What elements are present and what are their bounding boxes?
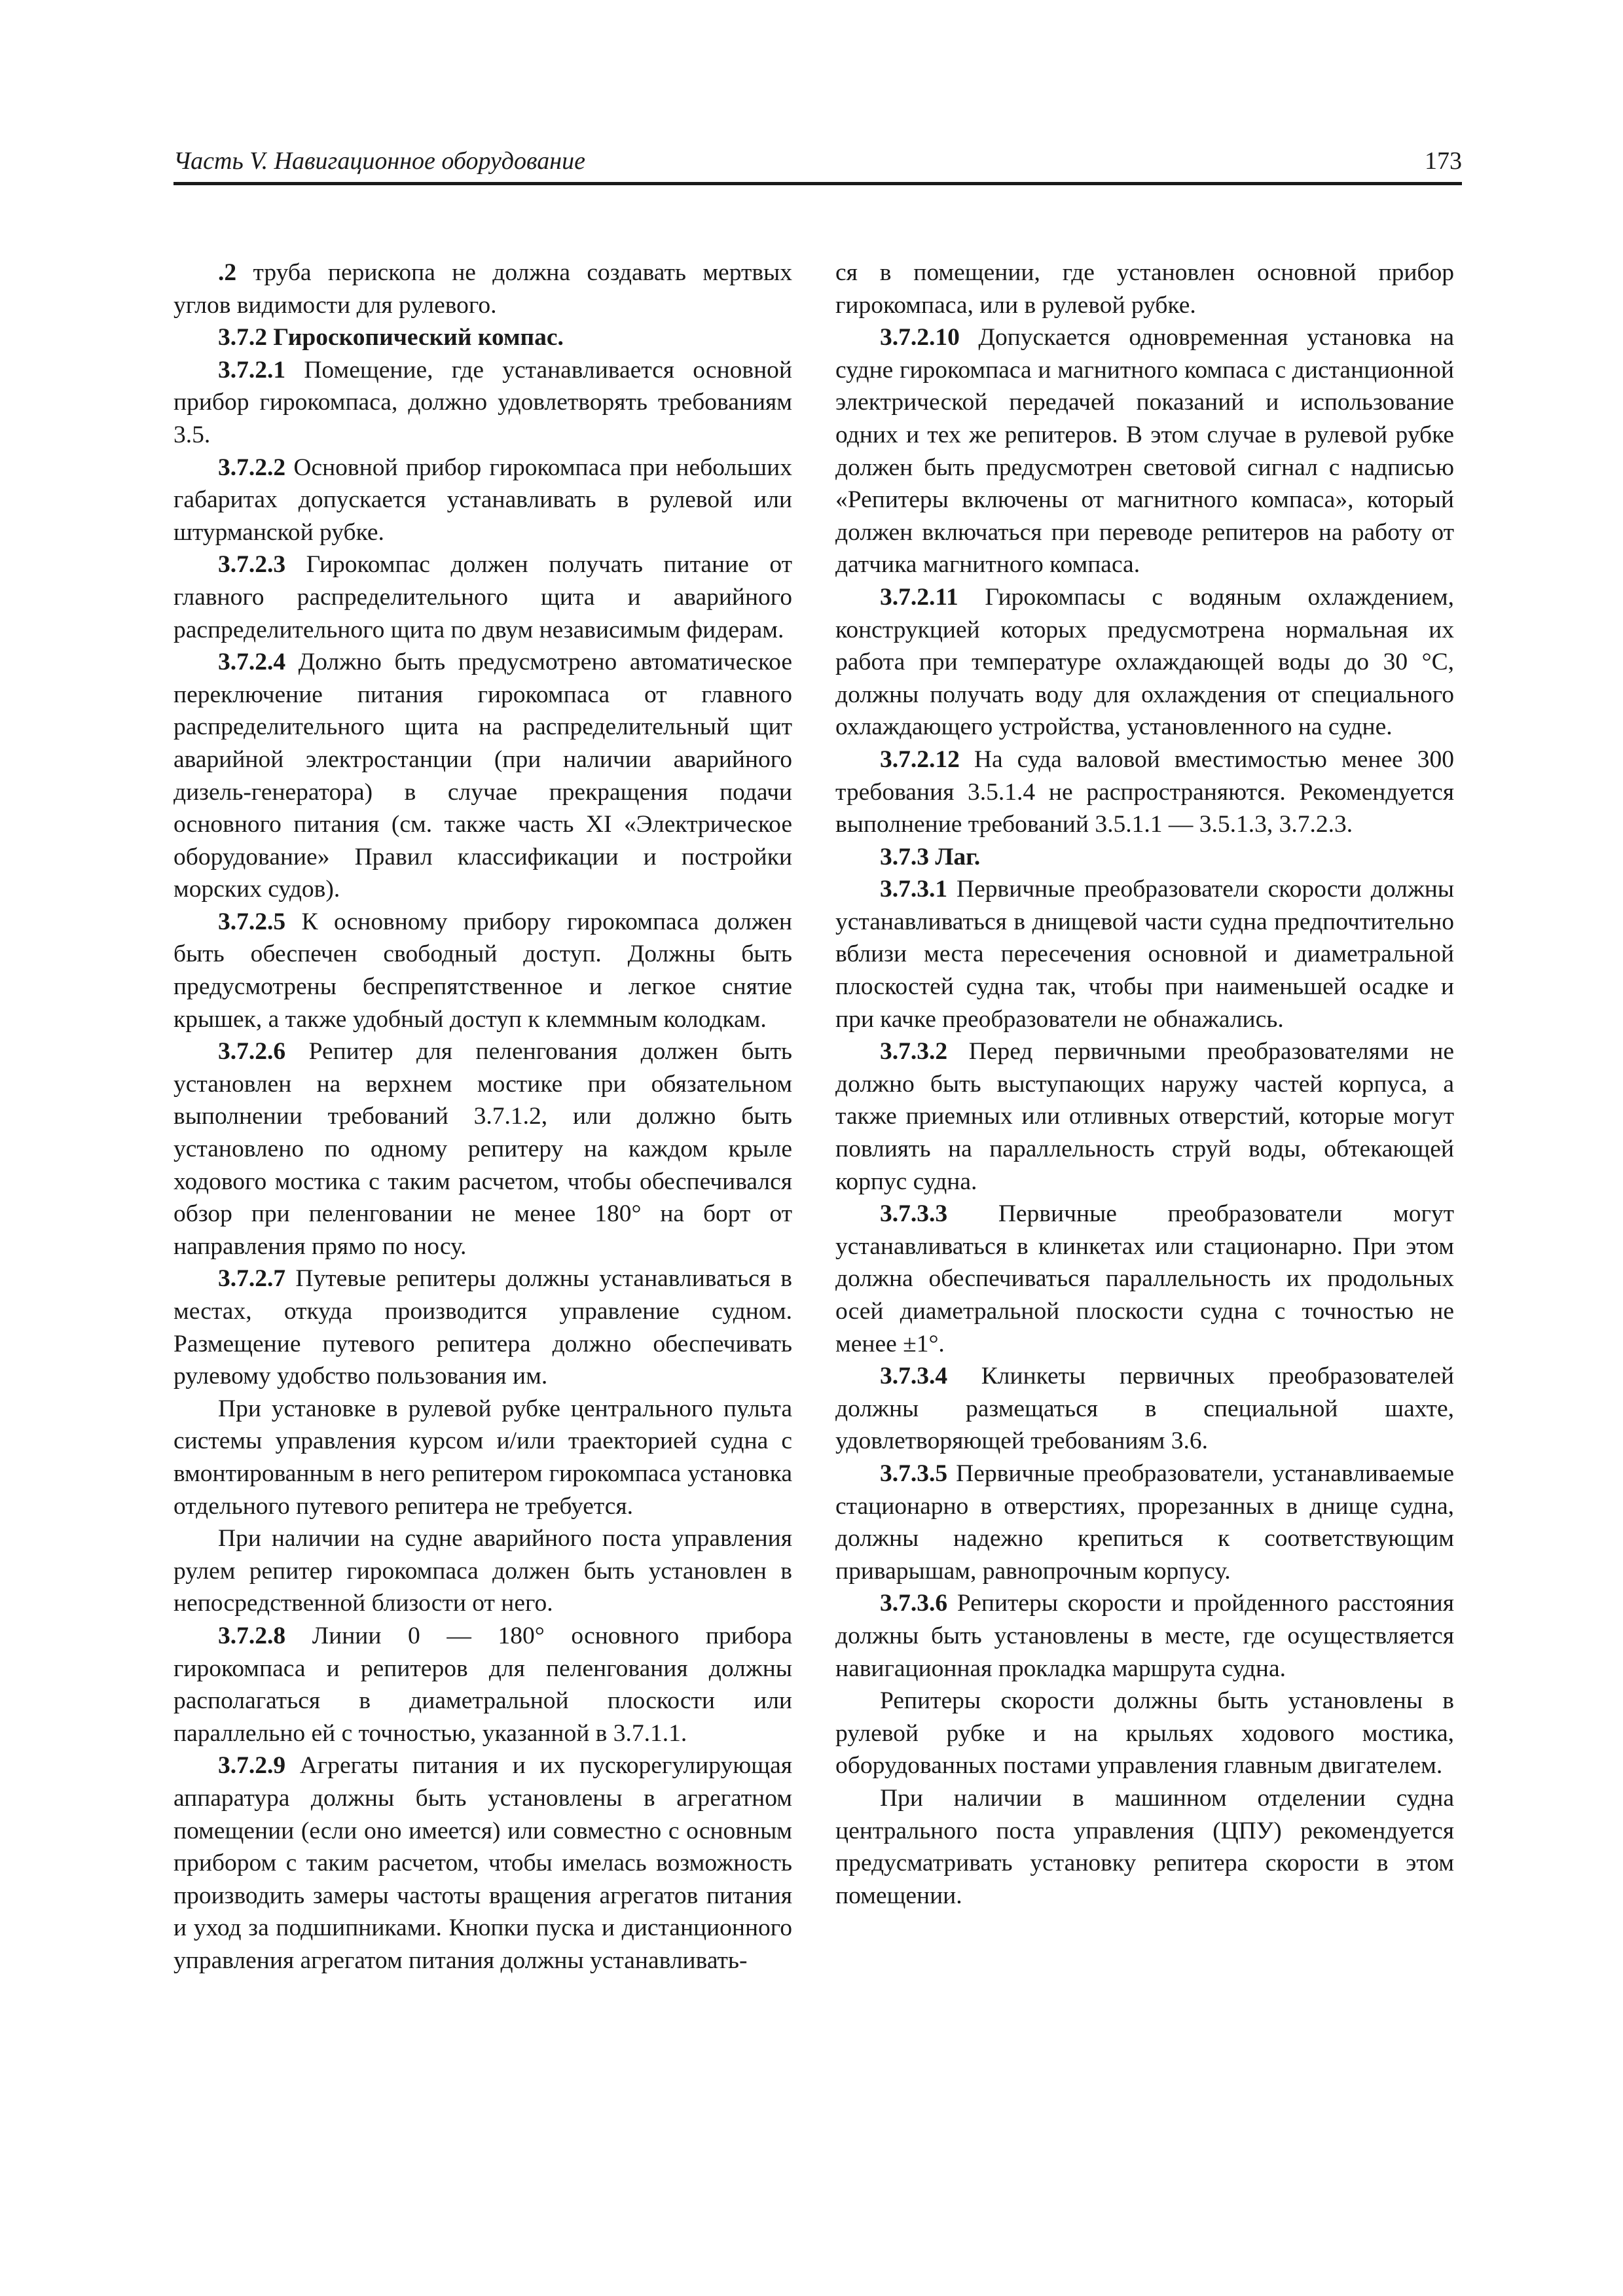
clause-text: Линии 0 — 180° основного прибора гирокомпаса и репитеров для пеленгования должны располагаться в диаметральной плоскости или параллельно ей с точностью, указанной в 3.7.1.1. [173, 1622, 792, 1747]
paragraph [173, 1620, 792, 1749]
paragraph [173, 1522, 792, 1620]
clause-number: 3.7.2.7 [218, 1265, 286, 1293]
clause-number: 3.7.3 Лаг. [880, 843, 981, 870]
header-part-title: Часть V. Навигационное оборудование [173, 147, 585, 175]
clause-number: 3.7.2.6 [218, 1038, 286, 1066]
clause-number: 3.7.3.1 [880, 876, 948, 903]
clause-number: 3.7.2.9 [218, 1752, 286, 1780]
clause-text: Допускается одновременная установка на судне гирокомпаса и магнитного компаса с дистанционной электрической передачей показаний и использование одних и тех же репитеров. В этом случае в рулевой рубке должен быть предусмотрен световой сигнал с надписью «Репитеры включены от магнитного компаса», который должен включаться при переводе репитеров на работу от датчика магнитного компаса. [835, 324, 1454, 579]
paragraph [173, 452, 792, 549]
clause-number: 3.7.3.4 [880, 1363, 948, 1390]
paragraph [835, 1198, 1454, 1360]
paragraph [835, 1685, 1454, 1782]
clause-text: Первичные преобразователи могут устанавливаться в клинкетах или стационарно. При этом должна обеспечиваться параллельность их продольных осей диаметральной плоскости судна с точностью не менее ±1°. [835, 1200, 1454, 1357]
paragraph [173, 548, 792, 646]
clause-number: 3.7.2.5 [218, 908, 286, 935]
clause-text: Репитер для пеленгования должен быть установлен на верхнем мостике при обязательном выполнении требований 3.7.1.2, или должно быть установлено по одному репитеру на каждом крыле ходового мостика с таким расчетом, чтобы обеспечивался обзор при пеленговании не менее 180° на борт от направления прямо по носу. [173, 1038, 792, 1260]
running-header [173, 141, 1462, 185]
paragraph [835, 1360, 1454, 1458]
paragraph [173, 646, 792, 906]
clause-text: Перед первичными преобразователями не должно быть выступающих наружу частей корпуса, а также приемных или отливных отверстий, которые могут повлиять на параллельность струй воды, обтекающей корпус судна. [835, 1038, 1454, 1195]
paragraph [835, 581, 1454, 744]
clause-text: Первичные преобразователи, устанавливаемые стационарно в отверстиях, прорезанных в днище судна, должны надежно крепиться к соответствующим приварышам, равнопрочным корпусу. [835, 1460, 1454, 1585]
clause-number: 3.7.2.4 [218, 649, 286, 676]
clause-text: Должно быть предусмотрено автоматическое переключение питания гирокомпаса от главного распределительного щита на распределительный щит аварийной электростанции (при наличии аварийного дизель-генератора) в случае прекращения подачи основного питания (см. также часть XI «Электрическое оборудование» Правил классификации и постройки морских судов). [173, 649, 792, 903]
clause-text: При наличии в машинном отделении судна центрального поста управления (ЦПУ) рекомендуется предусматривать установку репитера скорости в этом помещении. [835, 1784, 1454, 1909]
paragraph [173, 1263, 792, 1392]
page-number: 173 [1425, 147, 1462, 175]
clause-number: 3.7.2.10 [880, 324, 960, 351]
paragraph [835, 257, 1454, 321]
clause-text: Клинкеты первичных преобразователей должны размещаться в специальной шахте, удовлетворяющей требованиям 3.6. [835, 1363, 1454, 1455]
paragraph [835, 1587, 1454, 1685]
clause-text: Основной прибор гирокомпаса при небольших габаритах допускается устанавливать в рулевой или штурманской рубке. [173, 454, 792, 546]
paragraph [835, 1035, 1454, 1198]
paragraph [173, 354, 792, 452]
clause-text: На суда валовой вместимостью менее 300 требования 3.5.1.4 не распространяются. Рекомендуется выполнение требований 3.5.1.1 — 3.5.1.3, 3.7.2.3. [835, 745, 1454, 838]
clause-number: 3.7.2.12 [880, 745, 960, 773]
paragraph [173, 321, 792, 354]
clause-number: 3.7.3.5 [880, 1460, 948, 1487]
right-column [835, 257, 1454, 1912]
clause-text: Гирокомпас должен получать питание от главного распределительного щита и аварийного распределительного щита по двум независимым фидерам. [173, 551, 792, 643]
clause-text: Репитеры скорости и пройденного расстояния должны быть установлены в месте, где осуществляется навигационная прокладка маршрута судна. [835, 1590, 1454, 1682]
clause-text: Путевые репитеры должны устанавливаться в местах, откуда производится управление судном. Размещение путевого репитера должно обеспечивать рулевому удобство пользования им. [173, 1265, 792, 1390]
paragraph [173, 1393, 792, 1522]
clause-text: Первичные преобразователи скорости должны устанавливаться в днищевой части судна предпочтительно вблизи места пересечения основной и диаметральной плоскостей судна так, чтобы при наименьшей осадке и при качке преобразователи не обнажались. [835, 876, 1454, 1033]
paragraph [835, 1782, 1454, 1912]
paragraph [835, 744, 1454, 841]
clause-number: 3.7.3.6 [880, 1590, 948, 1617]
paragraph [173, 1749, 792, 1977]
clause-number: .2 [218, 259, 237, 286]
clause-number: 3.7.3.3 [880, 1200, 948, 1228]
clause-text: ся в помещении, где установлен основной прибор гирокомпаса, или в рулевой рубке. [835, 259, 1454, 319]
paragraph [835, 873, 1454, 1035]
paragraph [835, 841, 1454, 874]
paragraph [835, 1458, 1454, 1587]
clause-text: Гирокомпасы с водяным охлаждением, конструкцией которых предусмотрена нормальная их работа при температуре охлаждающей воды до 30 °С, должны получать воду для охлаждения от специального охлаждающего устройства, установленного на судне. [835, 583, 1454, 741]
clause-number: 3.7.2.3 [218, 551, 286, 579]
clause-text: Агрегаты питания и их пускорегулирующая аппаратура должны быть установлены в агрегатном помещении (если оно имеется) или совместно с основным прибором с таким расчетом, чтобы имелась возможность производить замеры частоты вращения агрегатов питания и уход за подшипниками. Кнопки пуска и дистанционного управления агрегатом питания должны устанавливать- [173, 1752, 792, 1974]
clause-number: 3.7.2 Гироскопический компас. [218, 324, 564, 351]
clause-number: 3.7.2.1 [218, 356, 286, 384]
paragraph [835, 321, 1454, 581]
left-column [173, 257, 792, 1977]
clause-number: 3.7.2.11 [880, 583, 958, 611]
clause-number: 3.7.3.2 [880, 1038, 948, 1066]
clause-text: труба перископа не должна создавать мертвых углов видимости для рулевого. [173, 259, 792, 319]
paragraph [173, 906, 792, 1035]
paragraph [173, 1035, 792, 1263]
clause-text: Репитеры скорости должны быть установлены в рулевой рубке и на крыльях ходового мостика, оборудованных постами управления главным двигателем. [835, 1687, 1454, 1780]
paragraph [173, 257, 792, 321]
clause-text: При установке в рулевой рубке центрального пульта системы управления курсом и/или траекторией судна с вмонтированным в него репитером гирокомпаса установка отдельного путевого репитера не требуется. [173, 1395, 792, 1520]
clause-number: 3.7.2.2 [218, 454, 286, 481]
clause-number: 3.7.2.8 [218, 1622, 286, 1649]
clause-text: К основному прибору гирокомпаса должен быть обеспечен свободный доступ. Должны быть предусмотрены беспрепятственное и легкое снятие крышек, а также удобный доступ к клеммным колодкам. [173, 908, 792, 1033]
clause-text: Помещение, где устанавливается основной прибор гирокомпаса, должно удовлетворять требованиям 3.5. [173, 356, 792, 448]
clause-text: При наличии на судне аварийного поста управления рулем репитер гирокомпаса должен быть установлен в непосредственной близости от него. [173, 1525, 792, 1617]
